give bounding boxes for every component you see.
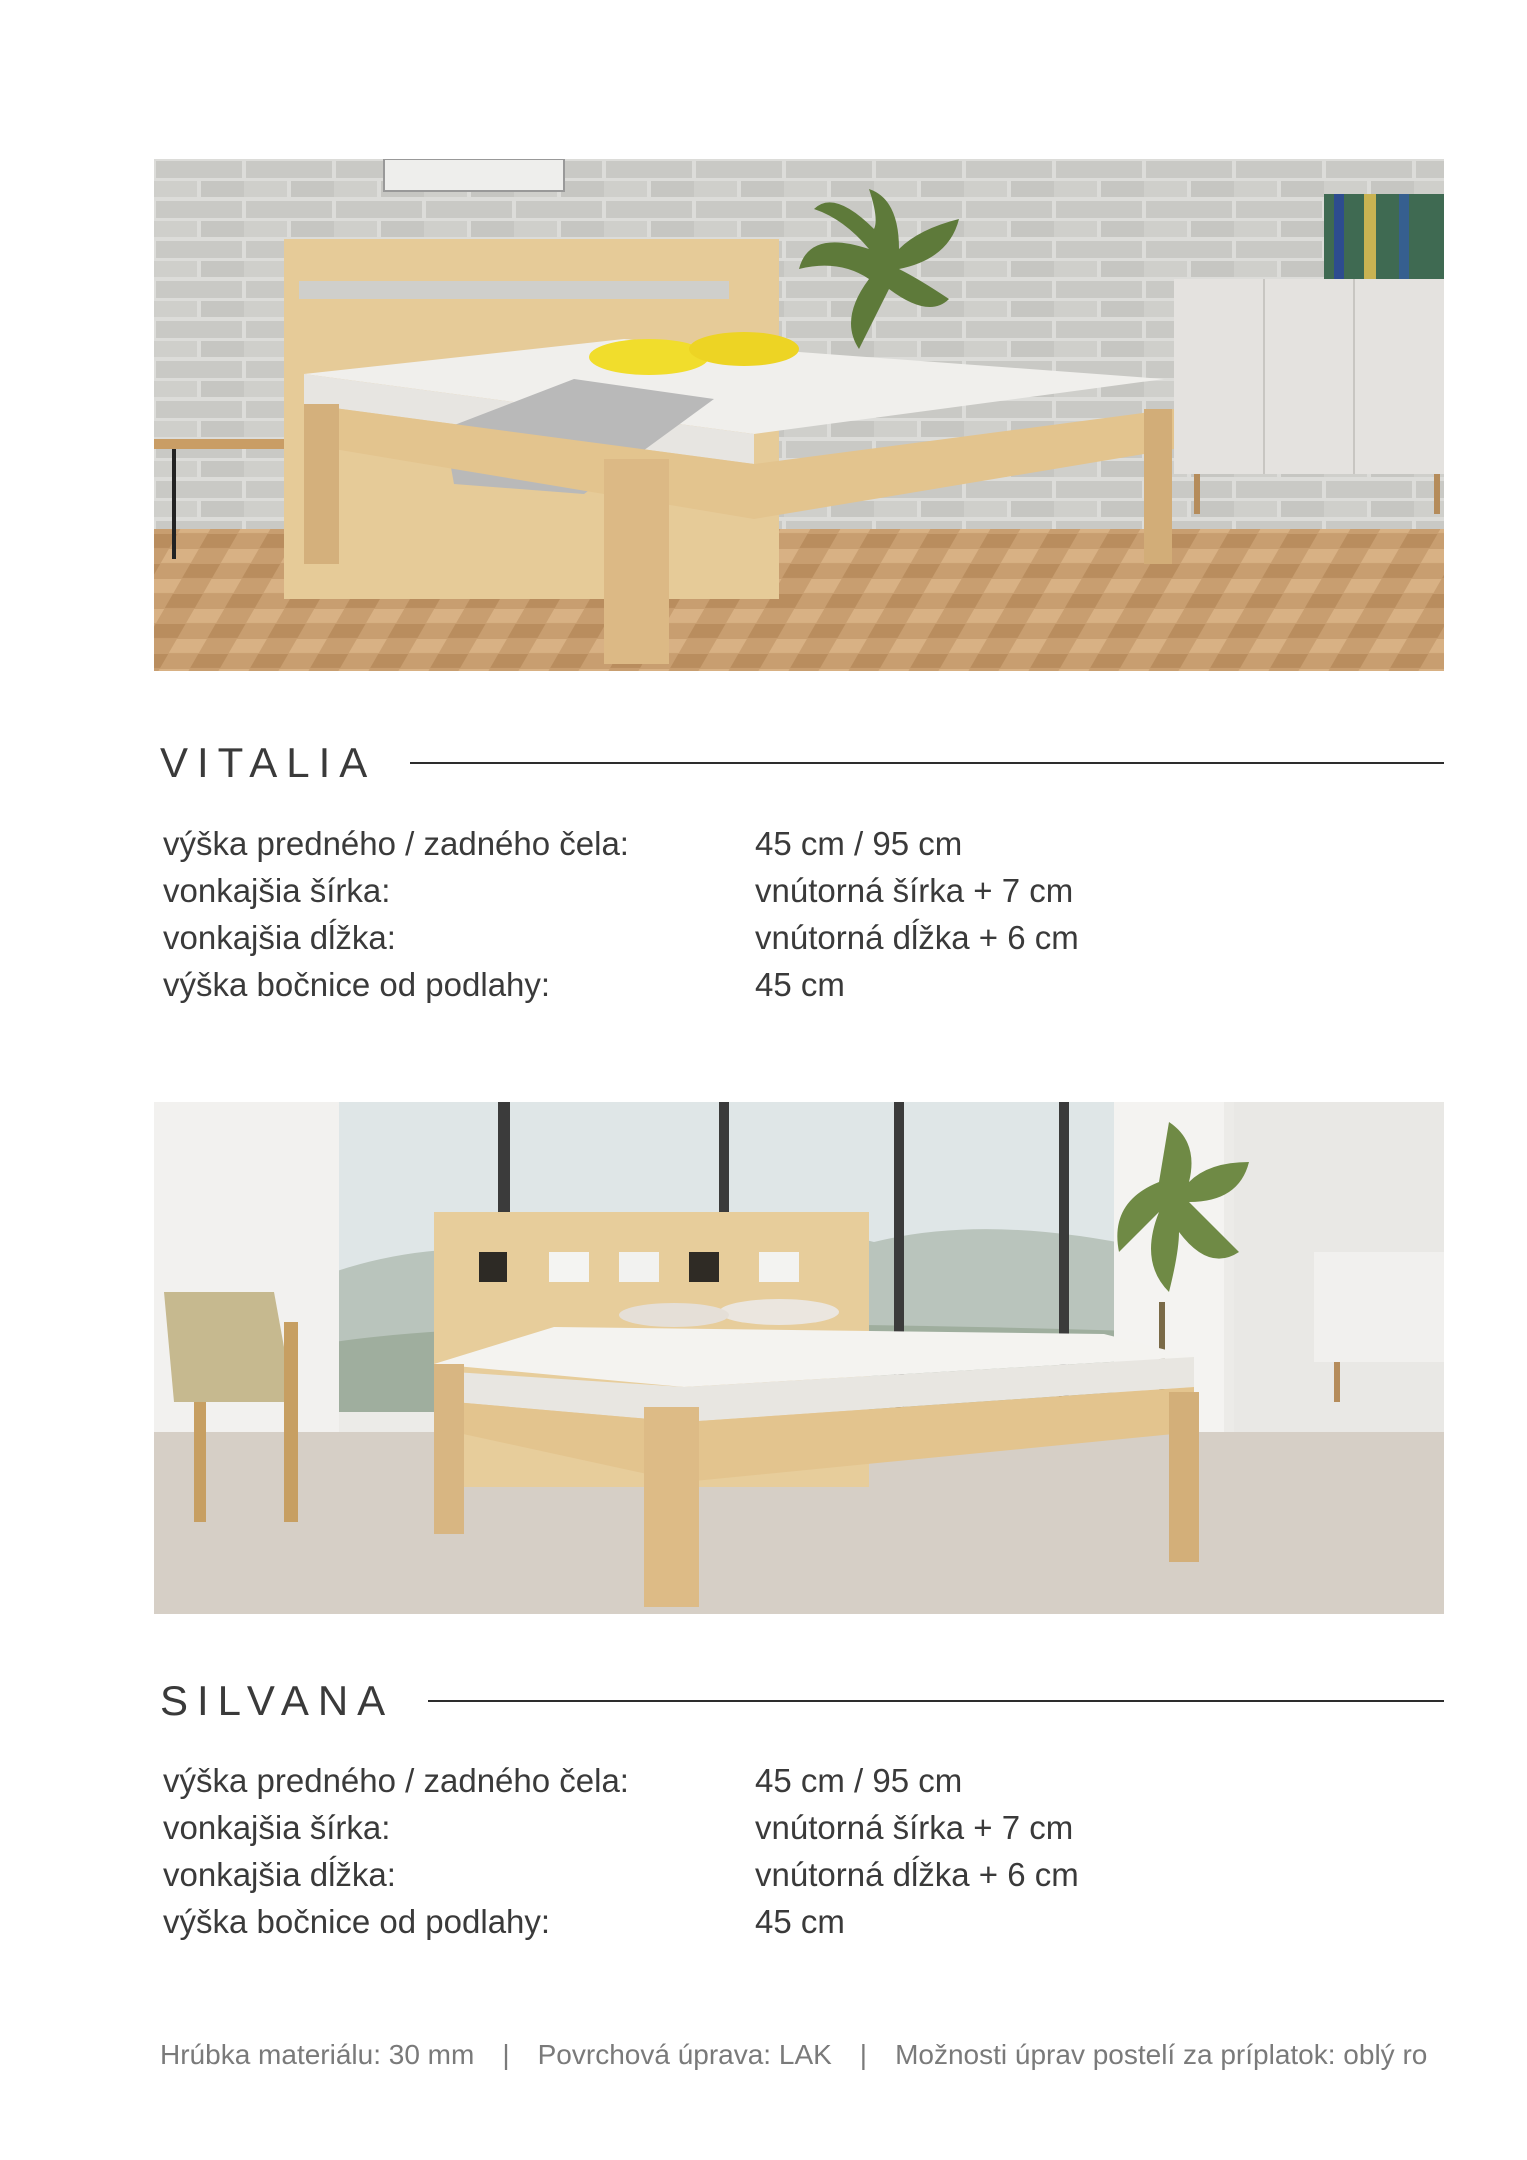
footer-separator: | — [502, 2039, 510, 2070]
footer-info — [160, 2039, 1527, 2071]
spec-row — [163, 961, 1363, 1008]
heading-rule — [410, 762, 1444, 764]
product-name: SILVANA — [160, 1677, 395, 1724]
product-name: VITALIA — [160, 739, 377, 786]
spec-value: vnútorná šírka + 7 cm — [755, 872, 1074, 909]
vitalia-specs — [163, 820, 1363, 1008]
spec-label: výška predného / zadného čela: — [163, 1762, 629, 1799]
spec-value: 45 cm / 95 cm — [755, 825, 963, 862]
spec-label: vonkajšia dĺžka: — [163, 1856, 396, 1893]
spec-row — [163, 1757, 1363, 1804]
silvana-specs — [163, 1757, 1363, 1945]
spec-value: 45 cm / 95 cm — [755, 1762, 963, 1799]
spec-label: výška predného / zadného čela: — [163, 825, 629, 862]
surface-finish: Povrchová úprava: LAK — [537, 2039, 832, 2070]
spec-value: vnútorná dĺžka + 6 cm — [755, 919, 1079, 956]
spec-value: vnútorná dĺžka + 6 cm — [755, 1856, 1079, 1893]
silvana-bed-photo — [154, 1102, 1444, 1614]
spec-row — [163, 914, 1363, 961]
spec-row — [163, 1804, 1363, 1851]
spec-row — [163, 820, 1363, 867]
vitalia-bed-photo — [154, 159, 1444, 671]
spec-row — [163, 1898, 1363, 1945]
spec-label: vonkajšia dĺžka: — [163, 919, 396, 956]
upgrade-options: Možnosti úprav postelí za príplatok: oblý ro — [895, 2039, 1428, 2070]
spec-label: vonkajšia šírka: — [163, 1809, 391, 1846]
spec-label: výška bočnice od podlahy: — [163, 966, 551, 1003]
heading-rule — [428, 1700, 1444, 1702]
spec-label: výška bočnice od podlahy: — [163, 1903, 551, 1940]
spec-value: vnútorná šírka + 7 cm — [755, 1809, 1074, 1846]
footer-separator: | — [859, 2039, 868, 2070]
silvana-heading — [160, 1671, 1444, 1731]
spec-row — [163, 867, 1363, 914]
spec-value: 45 cm — [755, 1903, 845, 1940]
vitalia-heading — [160, 733, 1444, 793]
spec-row — [163, 1851, 1363, 1898]
spec-value: 45 cm — [755, 966, 845, 1003]
material-thickness: Hrúbka materiálu: 30 mm — [160, 2039, 475, 2070]
spec-label: vonkajšia šírka: — [163, 872, 391, 909]
